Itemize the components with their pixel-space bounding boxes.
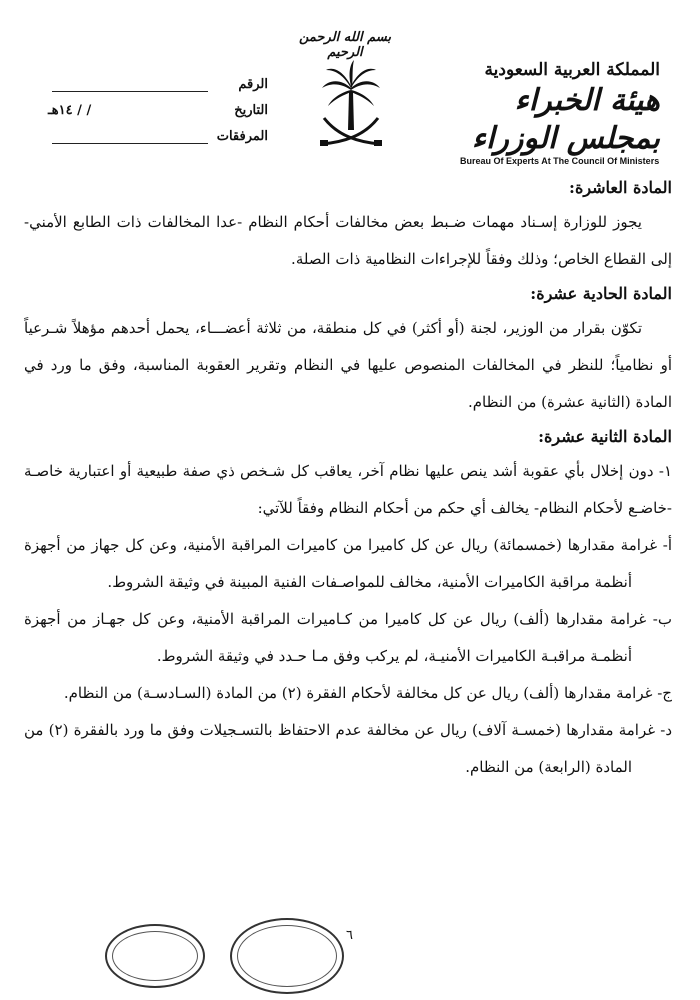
article-12-sub-d: د- غرامة مقدارها (خمسـة آلاف) ريال عن مخالفة عدم الاحتفاظ بالتسـجيلات وفق ما ورد بالفقرة (٢) من المادة (الرابعة) من النظام. <box>24 721 672 776</box>
date-label: التاريخ <box>234 103 268 118</box>
official-seal-icon <box>230 918 344 994</box>
article-11-text: تكوّن بقرار من الوزير، لجنة (أو أكثر) في كل منطقة، من ثلاثة أعضـــاء، يحمل أحدهم مؤهلاً شـرعياً أو نظامياً؛ للنظر في المخالفات المنصوص عليها في النظام وتقرير العقوبة المناسبة، وفق ما ورد في المادة (الثانية عشرة) من النظام. <box>24 319 672 411</box>
article-10-text: يجوز للوزارة إسـناد مهمات ضـبط بعض مخالفات أحكام النظام -عدا المخالفات ذات الطابع الأمني- إلى القطاع الخاص؛ وذلك وفقاً للإجراءات النظامية ذات الصلة. <box>24 213 672 268</box>
basmala: بسم الله الرحمن الرحيم <box>299 30 391 60</box>
organization-header <box>460 60 660 166</box>
article-12-title: المادة الثانية عشرة: <box>538 427 672 446</box>
article-12-sub-a: أ- غرامة مقدارها (خمسمائة) ريال عن كل كاميرا من كاميرات المراقبة الأمنية، وعن كل جهاز من أجهزة أنظمة مراقبة الكاميرات الأمنية، مخالف للمواصـفات الفنية المبينة في وثيقة الشروط. <box>24 536 672 591</box>
date-value: / / ١٤هـ <box>48 103 92 118</box>
article-12-sub-c: ج- غرامة مقدارها (ألف) ريال عن كل مخالفة لأحكام الفقرة (٢) من المادة (السـادسـة) من النظام. <box>63 684 672 702</box>
kingdom-name: المملكة العربية السعودية <box>484 60 660 80</box>
palm-swords-emblem-icon <box>318 58 384 150</box>
ref-number-label: الرقم <box>238 77 268 92</box>
ref-number-row <box>48 66 268 92</box>
attachments-row <box>48 118 268 144</box>
article-12-sub-b: ب- غرامة مقدارها (ألف) ريال عن كل كاميرا من كـاميرات المراقبة الأمنية، وعن كل جهـاز من أجهزة أنظمـة مراقبـة الكاميرات الأمنيـة، لم يركب وفق مـا حـدد في وثيقة الشروط. <box>24 610 672 665</box>
official-seal-icon <box>105 924 205 988</box>
attachments-label: المرفقات <box>216 129 268 144</box>
article-10-title: المادة العاشرة: <box>569 178 672 197</box>
attachments-line <box>52 131 208 144</box>
page-number: ٦ <box>346 928 353 943</box>
article-11-title: المادة الحادية عشرة: <box>530 284 672 303</box>
article-12-item-1: ١- دون إخلال بأي عقوبة أشد ينص عليها نظام آخر، يعاقب كل شـخص ذي صفة طبيعية أو اعتبارية خاصـة -خاضـع لأحكام النظام- يخالف أي حكم من أحكام النظام وفقاً للآتي: <box>24 462 672 517</box>
document-body <box>24 172 672 786</box>
date-row <box>48 92 268 118</box>
ref-number-line <box>52 79 208 92</box>
bureau-name-english: Bureau Of Experts At The Council Of Ministers <box>460 156 660 166</box>
bureau-name-arabic: هيئة الخبراء بمجلس الوزراء <box>471 83 660 156</box>
reference-fields <box>48 66 268 144</box>
